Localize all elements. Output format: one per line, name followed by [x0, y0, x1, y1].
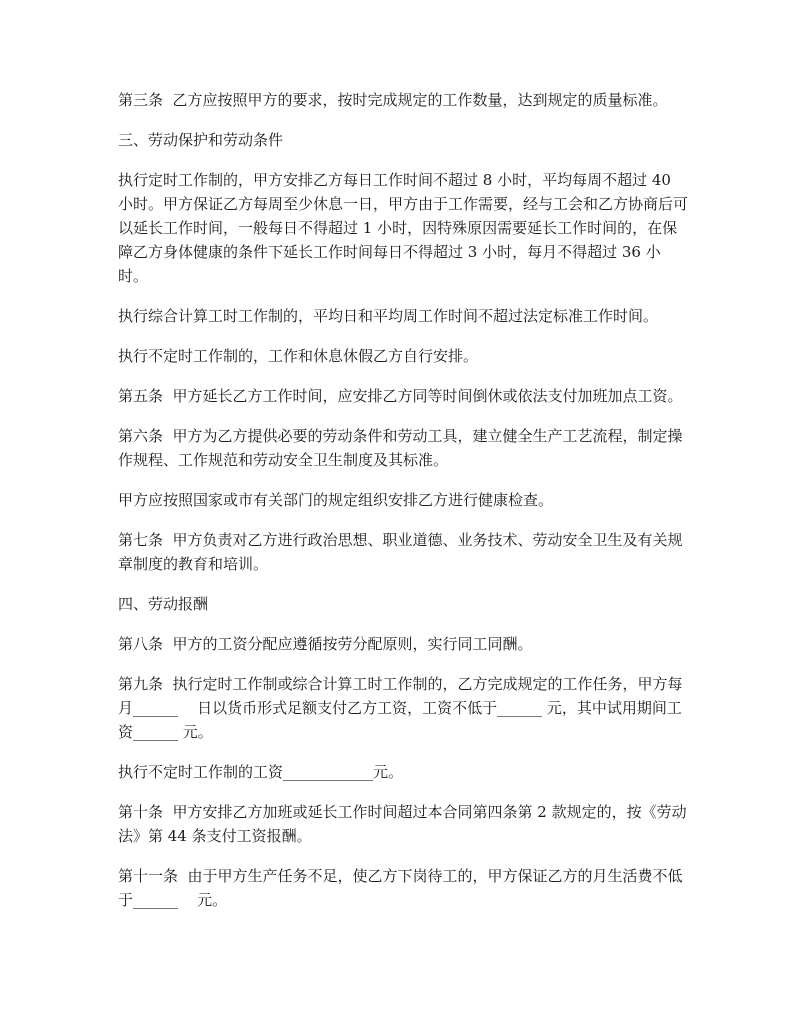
article-3: 第三条 乙方应按照甲方的要求，按时完成规定的工作数量，达到规定的质量标准。 [118, 91, 668, 109]
flexible-hours-wage-clause: 执行不定时工作制的工资____________元。 [118, 763, 404, 781]
section-heading-remuneration: 四、劳动报酬 [118, 595, 209, 613]
article-5: 第五条 甲方延长乙方工作时间，应安排乙方同等时间倒休或依法支付加班加点工资。 [118, 387, 683, 405]
article-7: 第七条 甲方负责对乙方进行政治思想、职业道德、业务技术、劳动安全卫生及有关规章制度的教育和培训。 [118, 531, 683, 573]
section-heading-labor-protection: 三、劳动保护和劳动条件 [118, 131, 284, 149]
article-6: 第六条 甲方为乙方提供必要的劳动条件和劳动工具，建立健全生产工艺流程，制定操作规程、工作规范和劳动安全卫生制度及其标准。 [118, 427, 683, 469]
article-8: 第八条 甲方的工资分配应遵循按劳分配原则，实行同工同酬。 [118, 635, 533, 653]
document-body [118, 88, 690, 928]
health-check-clause: 甲方应按照国家或市有关部门的规定组织安排乙方进行健康检查。 [118, 491, 554, 509]
flexible-hours-clause: 执行不定时工作制的，工作和休息休假乙方自行安排。 [118, 347, 479, 365]
article-10: 第十条 甲方安排乙方加班或延长工作时间超过本合同第四条第 2 款规定的，按《劳动法》第 44 条支付工资报酬。 [118, 803, 687, 845]
article-9: 第九条 执行定时工作制或综合计算工时工作制的，乙方完成规定的工作任务，甲方每月______ 日以货币形式足额支付乙方工资，工资不低于______ 元，其中试用期间工资______ 元。 [118, 675, 683, 741]
standard-working-hours-clause: 执行定时工作制的，甲方安排乙方每日工作时间不超过 8 小时，平均每周不超过 40 小时。甲方保证乙方每周至少休息一日，甲方由于工作需要，经与工会和乙方协商后可以延长工作时间，一般每日不得超过 1 小时，因特殊原因需要延长工作时间的，在保障乙方身体健康的条件下延长工作时间每日不得超过 3 小时，每月不得超过 36 小时。 [118, 171, 689, 285]
article-11: 第十一条 由于甲方生产任务不足，使乙方下岗待工的，甲方保证乙方的月生活费不低于______ 元。 [118, 867, 683, 909]
comprehensive-hours-clause: 执行综合计算工时工作制的，平均日和平均周工作时间不超过法定标准工作时间。 [118, 307, 659, 325]
